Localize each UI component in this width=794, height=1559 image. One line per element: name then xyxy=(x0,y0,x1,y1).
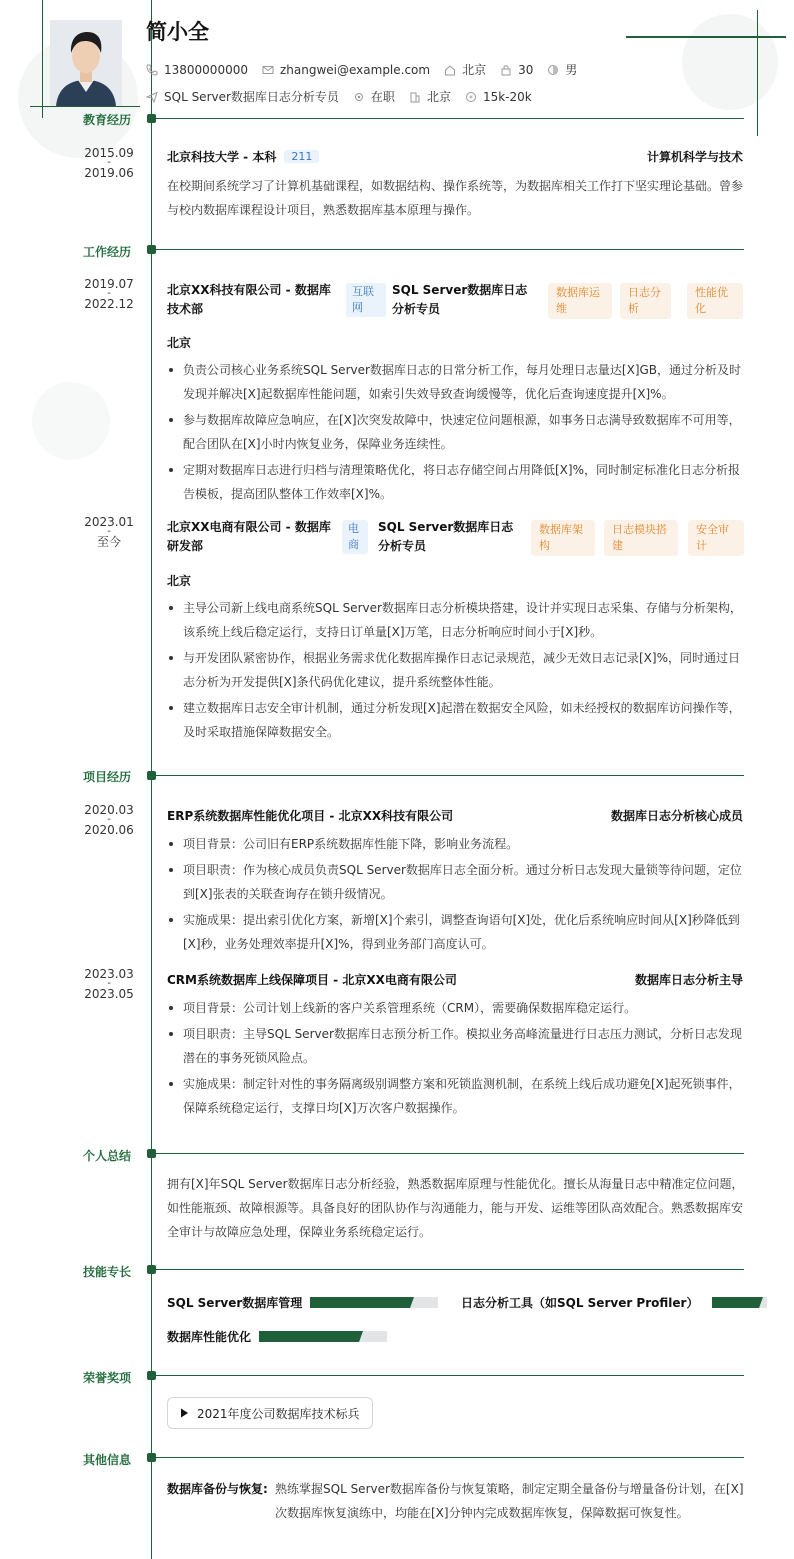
age-text: 30 xyxy=(518,62,534,77)
edu-header xyxy=(167,148,743,165)
work-2-tag-2: 日志模块搭建 xyxy=(604,520,678,556)
edu-major: 计算机科学与技术 xyxy=(646,150,743,164)
date-dash: - xyxy=(107,814,111,825)
project-1-bullet: 项目背景：公司旧有ERP系统数据库性能下降，影响业务流程。 xyxy=(167,832,743,856)
project-2-bullet: 实施成果：制定针对性的事务隔离级别调整方案和死锁监测机制，在系统上线后成功避免[X]起死锁事件，保障系统稳定运行，支撑日均[X]万次客户数据操作。 xyxy=(167,1072,743,1120)
summary-text: 拥有[X]年SQL Server数据库日志分析经验，熟悉数据库原理与性能优化。擅长从海量日志中精准定位问题，如性能瓶颈、故障根源等。具备良好的团队协作与沟通能力，能与开发、运维等团队高效配合。熟悉数据库安全审计与故障应急处理，保障业务系统稳定运行。 xyxy=(167,1177,744,1239)
work-1-end: 2022.12 xyxy=(84,297,134,311)
skill-bar xyxy=(712,1297,767,1308)
decor-circle-right xyxy=(682,14,778,110)
work-1-tag-2: 日志分析 xyxy=(620,283,671,319)
edu-school: 北京科技大学 - 本科 xyxy=(167,150,277,164)
section-title-summary: 个人总结 xyxy=(83,1149,132,1163)
city-text: 北京 xyxy=(462,63,487,77)
age-item xyxy=(500,63,533,77)
project-2-bullet: 项目职责：主导SQL Server数据库日志预分析工作。模拟业务高峰流量进行日志压力测试，分析日志发现潜在的事务死锁风险点。 xyxy=(167,1022,743,1070)
project-1-end: 2020.06 xyxy=(84,823,134,837)
candidate-name: 简小全 xyxy=(146,20,209,44)
decor-line-v-left xyxy=(42,0,43,118)
project-2-role: 数据库日志分析主导 xyxy=(634,973,743,987)
section-line-other xyxy=(156,1457,744,1458)
project-2-date xyxy=(80,967,138,1001)
section-title-skills: 技能专长 xyxy=(83,1265,132,1279)
project-1-name: ERP系统数据库性能优化项目 - 北京XX科技有限公司 xyxy=(167,809,454,823)
work-2-end: 至今 xyxy=(96,535,121,549)
edu-start: 2015.09 xyxy=(84,146,134,160)
skill-bar-fill xyxy=(712,1297,759,1308)
section-dot-awards xyxy=(147,1371,156,1380)
project-1-date xyxy=(80,803,138,837)
work-1-date xyxy=(80,277,138,311)
section-line-awards xyxy=(156,1375,744,1376)
date-dash: - xyxy=(107,288,111,299)
work-1-location: 北京 xyxy=(167,336,192,350)
contact-row xyxy=(146,61,591,78)
skill-bar-fill xyxy=(310,1297,410,1308)
avatar-portrait-icon xyxy=(50,20,122,106)
phone-text: 13800000000 xyxy=(164,62,248,77)
work-1-start: 2019.07 xyxy=(84,277,134,291)
section-line-projects xyxy=(156,775,744,776)
skill-name: 数据库性能优化 xyxy=(167,1330,252,1344)
work-2-bullet: 与开发团队紧密协作，根据业务需求优化数据库操作日志记录规范，减少无效日志记录[X]%，同时通过日志分析为开发提供[X]条代码优化建议，提升系统整体性能。 xyxy=(167,646,743,694)
other-text: 熟练掌握SQL Server数据库备份与恢复策略，制定定期全量备份与增量备份计划，在[X]次数据库恢复演练中，均能在[X]分钟内完成数据库恢复，保障数据可恢复性。 xyxy=(275,1482,744,1520)
work-1-bullets xyxy=(167,358,743,506)
work-1-company: 北京XX科技有限公司 - 数据库技术部 xyxy=(167,283,331,316)
date-dash: - xyxy=(107,978,111,989)
work-2-tag-3: 安全审计 xyxy=(688,520,744,556)
target-job-text: SQL Server数据库日志分析专员 xyxy=(164,90,339,104)
award-item-button[interactable] xyxy=(167,1397,373,1429)
skill-item xyxy=(461,1294,767,1311)
work-2-role: SQL Server数据库日志分析专员 xyxy=(378,520,514,553)
section-dot-summary xyxy=(147,1149,156,1158)
project-2-header xyxy=(167,971,743,988)
salary-item xyxy=(465,90,532,104)
work-1-bullet: 负责公司核心业务系统SQL Server数据库日志的日常分析工作，每月处理日志量达[X]GB，通过分析及时发现并解决[X]起数据库性能问题，如索引失效导致查询缓慢等，优化后查询速度提升[X]%。 xyxy=(167,358,743,406)
work-1-role: SQL Server数据库日志分析专员 xyxy=(392,283,528,316)
skill-name: 日志分析工具（如SQL Server Profiler） xyxy=(461,1296,699,1310)
section-dot-other xyxy=(147,1453,156,1462)
city-item xyxy=(444,61,486,78)
email-text: zhangwei@example.com xyxy=(279,62,431,77)
work-2-bullet: 建立数据库日志安全审计机制，通过分析发现[X]起潜在数据安全风险，如未经授权的数据库访问操作等，及时采取措施保障数据安全。 xyxy=(167,696,743,744)
salary-text: 15k-20k xyxy=(482,89,532,104)
status-text: 在职 xyxy=(370,90,395,104)
skill-item xyxy=(167,1294,438,1311)
work-2-bullet: 主导公司新上线电商系统SQL Server数据库日志分析模块搭建，设计并实现日志采集、存储与分析架构，该系统上线后稳定运行，支持日订单量[X]万笔，日志分析响应时间小于[X]秒。 xyxy=(167,596,743,644)
section-dot-work xyxy=(147,245,156,254)
decor-circle-mid xyxy=(32,382,110,460)
section-line-summary xyxy=(156,1153,744,1154)
award-text: 2021年度公司数据库技术标兵 xyxy=(197,1406,360,1421)
skill-name: SQL Server数据库管理 xyxy=(167,1296,303,1310)
edu-description: 在校期间系统学习了计算机基础课程，如数据结构、操作系统等，为数据库相关工作打下坚实理论基础。曾参与校内数据库课程设计项目，熟悉数据库基本原理与操作。 xyxy=(167,179,744,217)
salary-icon xyxy=(465,91,477,103)
decor-line-h-left xyxy=(30,106,140,107)
edu-tag-badge: 211 xyxy=(284,150,319,163)
project-1-role: 数据库日志分析核心成员 xyxy=(610,809,743,823)
section-title-education: 教育经历 xyxy=(83,113,132,127)
edu-date xyxy=(80,146,138,180)
section-title-awards: 荣誉奖项 xyxy=(83,1371,132,1385)
target-city-text: 北京 xyxy=(426,90,451,104)
project-2-bullets xyxy=(167,996,743,1120)
skill-bar-fill xyxy=(259,1331,359,1342)
gender-item xyxy=(547,61,577,78)
date-dash: - xyxy=(107,157,111,168)
status-item xyxy=(353,88,395,105)
project-2-name: CRM系统数据库上线保障项目 - 北京XX电商有限公司 xyxy=(167,973,457,987)
work-2-bullets xyxy=(167,596,743,744)
section-line-education xyxy=(156,118,744,119)
email-item xyxy=(262,63,430,77)
section-dot-skills xyxy=(147,1265,156,1274)
play-triangle-icon xyxy=(180,1408,189,1418)
send-icon xyxy=(146,91,158,103)
work-2-start: 2023.01 xyxy=(84,515,134,529)
phone-item xyxy=(146,63,248,77)
work-2-location: 北京 xyxy=(167,574,192,588)
section-title-projects: 项目经历 xyxy=(83,770,132,784)
work-1-industry-badge: 互联网 xyxy=(346,283,386,317)
work-2-date xyxy=(80,515,138,549)
work-2-company: 北京XX电商有限公司 - 数据库研发部 xyxy=(167,520,331,553)
work-1-tag-1: 数据库运维 xyxy=(548,283,612,319)
project-1-header xyxy=(167,807,743,824)
project-1-bullet: 项目职责：作为核心成员负责SQL Server数据库日志全面分析。通过分析日志发现大量锁等待问题，定位到[X]张表的关联查询存在锁升级情况。 xyxy=(167,858,743,906)
building-icon xyxy=(409,91,421,103)
project-2-bullet: 项目背景：公司计划上线新的客户关系管理系统（CRM），需要确保数据库稳定运行。 xyxy=(167,996,743,1020)
avatar xyxy=(50,20,122,106)
section-line-skills xyxy=(156,1269,744,1270)
section-dot-education xyxy=(147,114,156,123)
project-1-bullet: 实施成果：提出索引优化方案，新增[X]个索引，调整查询语句[X]处，优化后系统响应时间从[X]秒降低到[X]秒，业务处理效率提升[X]%，得到业务部门高度认可。 xyxy=(167,908,743,956)
project-2-start: 2023.03 xyxy=(84,967,134,981)
project-1-start: 2020.03 xyxy=(84,803,134,817)
email-icon xyxy=(262,64,274,76)
section-line-work xyxy=(156,249,744,250)
gender-icon xyxy=(547,64,559,76)
section-title-work: 工作经历 xyxy=(83,245,132,259)
home-icon xyxy=(444,64,456,76)
work-2-industry-badge: 电商 xyxy=(342,520,368,554)
phone-icon xyxy=(146,64,158,76)
project-1-bullets xyxy=(167,832,743,956)
date-dash: - xyxy=(107,526,111,537)
work-2-tag-1: 数据库架构 xyxy=(531,520,595,556)
other-label: 数据库备份与恢复: xyxy=(167,1482,268,1496)
project-2-end: 2023.05 xyxy=(84,987,134,1001)
target-city-item xyxy=(409,88,451,105)
section-dot-projects xyxy=(147,771,156,780)
skill-bar xyxy=(310,1297,438,1308)
work-1-bullet: 定期对数据库日志进行归档与清理策略优化，将日志存储空间占用降低[X]%，同时制定标准化日志分析报告模板，提高团队整体工作效率[X]%。 xyxy=(167,458,743,506)
gender-text: 男 xyxy=(565,63,578,77)
work-1-tag-3: 性能优化 xyxy=(687,283,743,319)
skill-item xyxy=(167,1328,387,1345)
target-job-item xyxy=(146,88,339,105)
job-intent-row xyxy=(146,88,546,105)
age-icon xyxy=(500,64,512,76)
decor-line-v-right xyxy=(757,10,758,136)
work-1-bullet: 参与数据库故障应急响应，在[X]次突发故障中，快速定位问题根源，如事务日志满导致数据库不可用等，配合团队在[X]小时内恢复业务，保障业务连续性。 xyxy=(167,408,743,456)
status-gear-icon xyxy=(353,91,365,103)
decor-line-h-right xyxy=(626,36,786,38)
edu-end: 2019.06 xyxy=(84,166,134,180)
section-title-other: 其他信息 xyxy=(83,1453,132,1467)
skill-bar xyxy=(259,1331,387,1342)
